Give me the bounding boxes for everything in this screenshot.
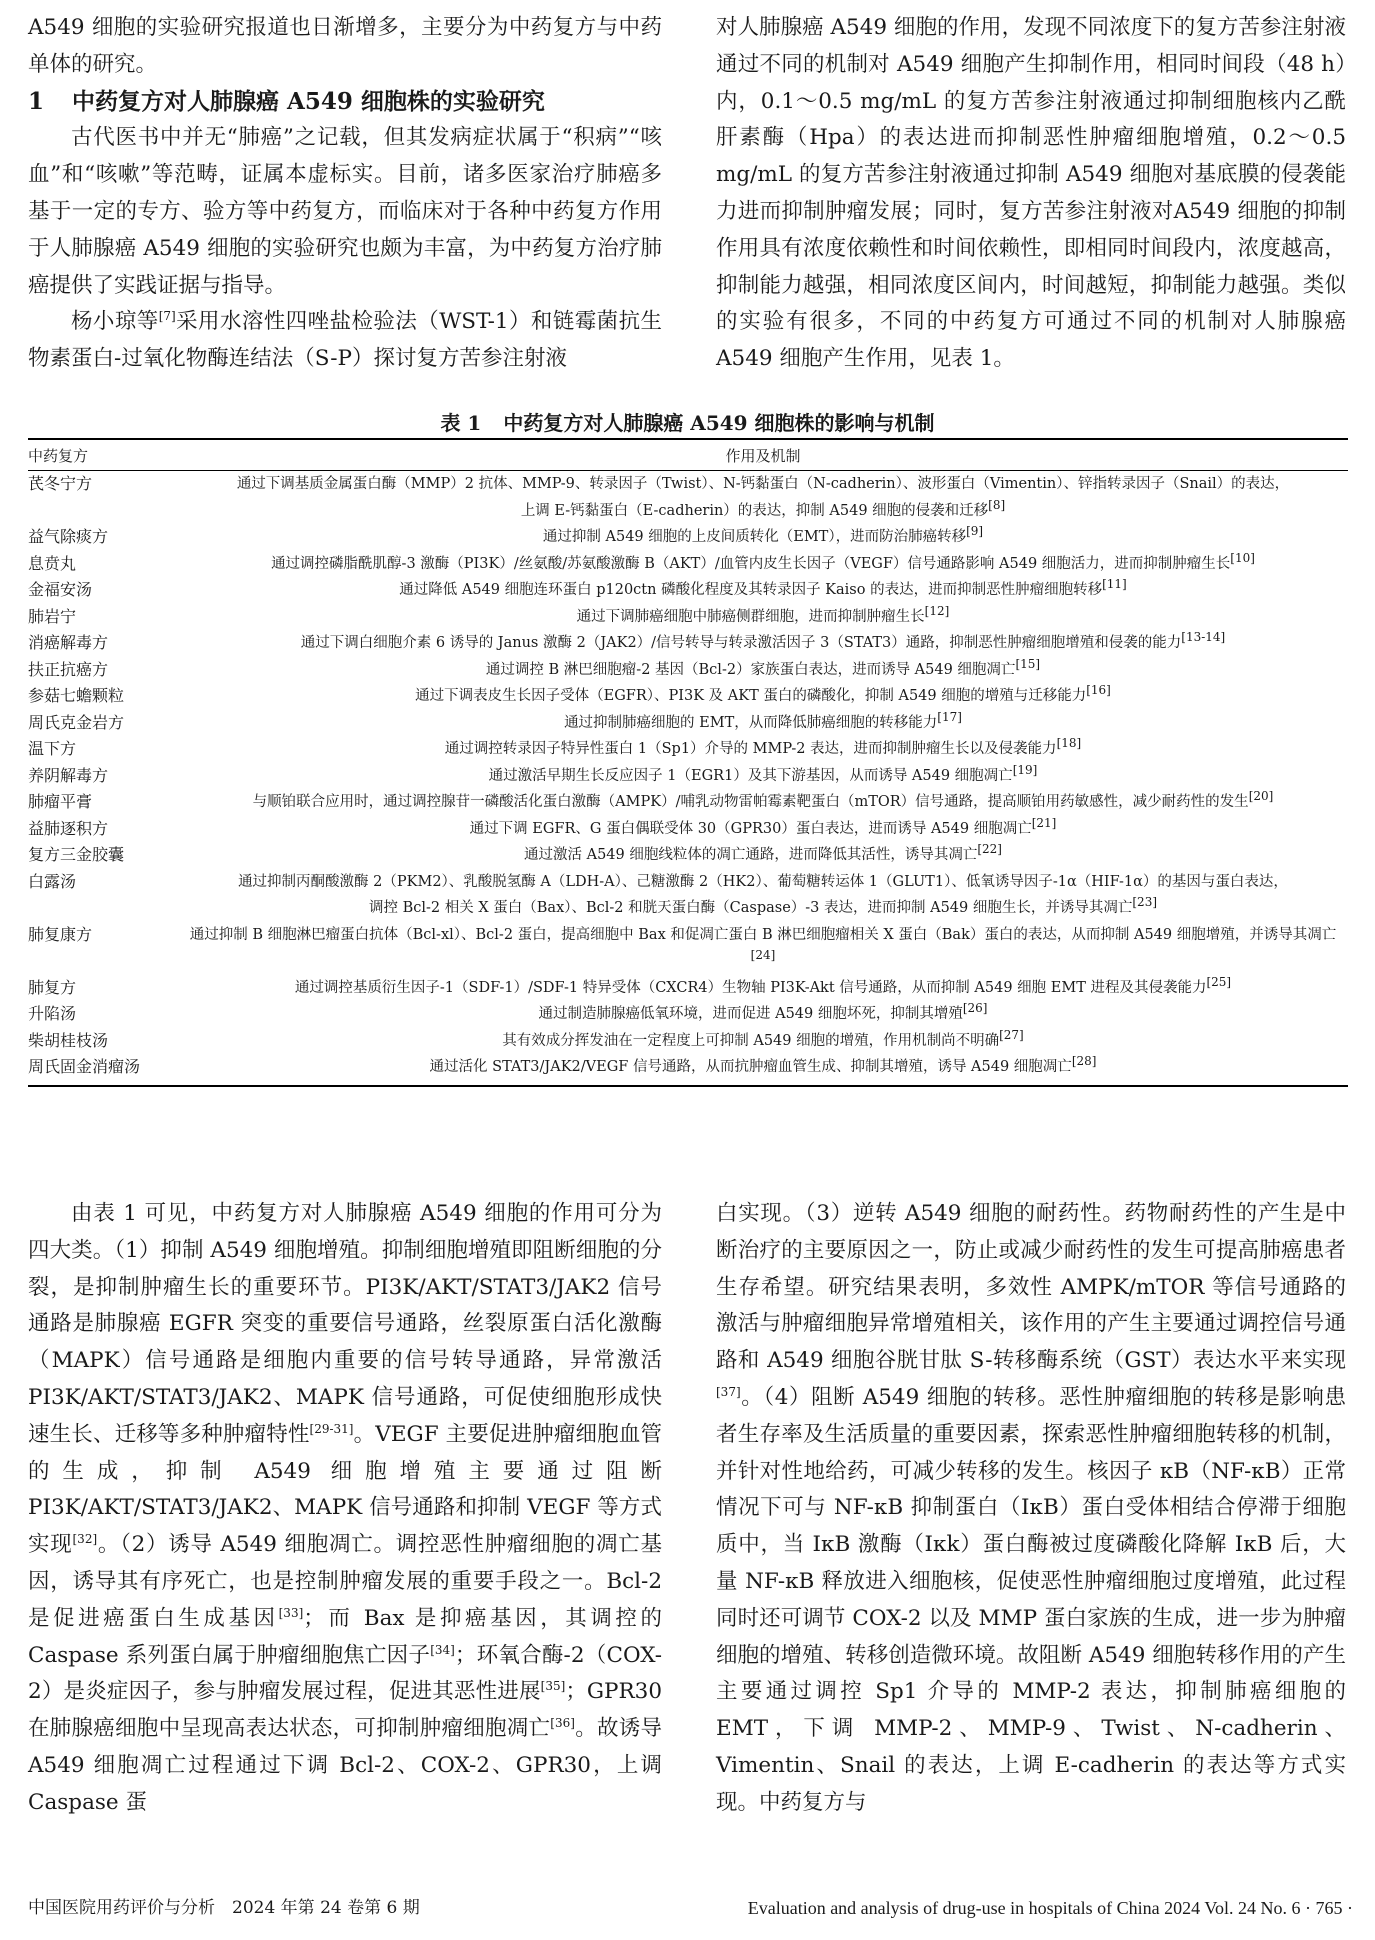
mechanism-cell xyxy=(178,1054,1348,1086)
mechanism-cell xyxy=(178,1028,1348,1055)
mechanism-cell xyxy=(178,789,1348,816)
mechanism-text: 通过抑制肺癌细胞的 EMT，从而降低肺癌细胞的转移能力 xyxy=(564,714,938,731)
citation: [20] xyxy=(1248,789,1274,804)
citation: [19] xyxy=(1012,762,1038,777)
citation: [34] xyxy=(430,1642,455,1657)
column-header-formula: 中药复方 xyxy=(28,439,178,471)
mechanism-cell xyxy=(178,577,1348,604)
citation: [33] xyxy=(278,1605,304,1620)
mechanism-cell xyxy=(178,657,1348,684)
mechanism-text: 通过下调白细胞介素 6 诱导的 Janus 激酶 2（JAK2）/信号转导与转录激活因子 3（STAT3）通路，抑制恶性肿瘤细胞增殖和侵袭的能力 xyxy=(300,635,1182,651)
section-title: 中药复方对人肺腺癌 A549 细胞株的实验研究 xyxy=(72,87,545,115)
left-column-bottom xyxy=(28,1196,662,1822)
citation: [12] xyxy=(924,603,950,618)
formula-name: 参菇七蟾颗粒 xyxy=(28,686,125,705)
citation: [7] xyxy=(158,309,176,324)
paragraph-text: 。（2）诱导 A549 细胞凋亡。调控恶性肿瘤细胞的凋亡基因，诱导其有序死亡，也是控制肿瘤发展的重要手段之一。Bcl-2 是促进癌蛋白生成基因 xyxy=(28,1532,662,1631)
table-header-row xyxy=(28,439,1348,471)
citation: [16] xyxy=(1086,683,1111,698)
formula-name: 肺瘤平膏 xyxy=(28,792,93,811)
table-row xyxy=(28,842,1348,869)
paragraph-text: 。VEGF 主要促进肿瘤细胞血管的生成，抑制 A549 细胞增殖主要通过阻断 PI3K/AKT/STAT3/JAK2、MAPK 信号通路和抑制 VEGF 等方式实现 xyxy=(28,1421,662,1558)
formula-name: 扶正抗癌方 xyxy=(28,659,109,679)
paragraph-text: 由表 1 可见，中药复方对人肺腺癌 A549 细胞的作用可分为四大类。（1）抑制 A549 细胞增殖。抑制细胞增殖即阻断细胞的分裂，是抑制肿瘤生长的重要环节。PI3K/AKT/STAT3/JAK2 信号通路是肺腺癌 EGFR 突变的重要信号通路，丝裂原蛋白活化激酶（MAPK）信号通路是细胞内重要的信号转导通路，异常激活 PI3K/AKT/STAT3/JAK2、MAPK 信号通路，可促使细胞形成快速生长、迁移等多种肿瘤特性 xyxy=(28,1201,662,1447)
mechanism-text: 通过下调表皮生长因子受体（EGFR）、PI3K 及 AKT 蛋白的磷酸化，抑制 A549 细胞的增殖与迁移能力 xyxy=(415,688,1087,704)
paragraph-text: 杨小琼等 xyxy=(71,309,159,335)
mechanism-text: 通过下调基质金属蛋白酶（MMP）2 抗体、MMP-9、转录因子（Twist）、N-钙黏蛋白（N-cadherin）、波形蛋白（Vimentin）、锌指转录因子（Snail）的表达， xyxy=(236,476,1290,492)
formula-name: 益气除痰方 xyxy=(28,527,109,546)
paragraph: A549 细胞的实验研究报道也日渐增多，主要分为中药复方与中药单体的研究。 xyxy=(28,15,662,77)
formula-name: 养阴解毒方 xyxy=(28,765,109,785)
formula-name: 柴胡桂枝汤 xyxy=(28,1030,109,1050)
mechanism-text: 通过调控转录因子特异性蛋白 1（Sp1）介导的 MMP-2 表达，进而抑制肿瘤生长以及侵袭能力 xyxy=(444,741,1057,757)
formula-name: 息贲丸 xyxy=(28,553,77,573)
citation: [15] xyxy=(1015,656,1041,671)
formula-name: 益肺逐积方 xyxy=(28,818,109,838)
mechanism-cell xyxy=(178,736,1348,763)
paragraph-text: 。故诱导 A549 细胞凋亡过程通过下调 Bcl-2、COX-2、GPR30，上调 Caspase 蛋 xyxy=(28,1716,662,1815)
mechanism-cell xyxy=(178,471,1348,525)
mechanism-text: 通过抑制 B 细胞淋巴瘤蛋白抗体（Bcl-xl）、Bcl-2 蛋白，提高细胞中 Bax 和促凋亡蛋白 B 淋巴细胞瘤相关 X 蛋白（Bak）蛋白的表达，从而抑制 A549 细胞增殖，并诱导其凋亡 xyxy=(189,926,1337,943)
formula-name: 消癌解毒方 xyxy=(28,633,109,652)
citation: [28] xyxy=(1071,1054,1097,1069)
table-1 xyxy=(28,438,1348,1087)
citation: [35] xyxy=(540,1679,566,1694)
citation: [27] xyxy=(999,1027,1024,1042)
formula-name: 周氏克金岩方 xyxy=(28,712,125,732)
mechanism-cell xyxy=(178,710,1348,737)
mechanism-text: 调控 Bcl-2 相关 X 蛋白（Bax）、Bcl-2 和胱天蛋白酶（Caspase）-3 表达，进而抑制 A549 细胞生长，并诱导其凋亡 xyxy=(368,900,1133,916)
mechanism-text: 通过调控磷脂酰肌醇-3 激酶（PI3K）/丝氨酸/苏氨酸激酶 B（AKT）/血管内皮生长因子（VEGF）信号通路影响 A549 细胞活力，进而抑制肿瘤生长 xyxy=(271,555,1231,572)
right-column-bottom xyxy=(716,1196,1346,1822)
mechanism-text: 通过激活 A549 细胞线粒体的凋亡通路，进而降低其活性，诱导其凋亡 xyxy=(523,847,978,863)
table-row xyxy=(28,630,1348,657)
table-row xyxy=(28,736,1348,763)
formula-name: 周氏固金消瘤汤 xyxy=(28,1054,178,1086)
citation: [22] xyxy=(977,842,1002,857)
formula-name: 升陷汤 xyxy=(28,1004,77,1023)
table-row xyxy=(28,1001,1348,1028)
mechanism-cell xyxy=(178,763,1348,790)
paragraph: 古代医书中并无“肺癌”之记载，但其发病症状属于“积病”“咳血”和“咳嗽”等范畴，证属本虚标实。目前，诸多医家治疗肺癌多基于一定的专方、验方等中药复方，而临床对于各种中药复方作用于人肺腺癌 A549 细胞的实验研究也颇为丰富，为中药复方治疗肺癌提供了实践证据与指导。 xyxy=(28,125,662,298)
paragraph-text: 白实现。（3）逆转 A549 细胞的耐药性。药物耐药性的产生是中断治疗的主要原因之一，防止或减少耐药性的发生可提高肺癌患者生存希望。研究结果表明，多效性 AMPK/mTOR 等信号通路的激活与肿瘤细胞异常增殖相关，该作用的产生主要通过调控信号通路和 A549 细胞谷胱甘肽 S-转移酶系统（GST）表达水平来实现 xyxy=(716,1201,1346,1374)
citation: [13-14] xyxy=(1181,630,1226,645)
citation: [10] xyxy=(1230,550,1255,565)
formula-name: 白露汤 xyxy=(28,871,77,891)
mechanism-text: 通过抑制丙酮酸激酶 2（PKM2）、乳酸脱氢酶 A（LDH-A）、己糖激酶 2（HK2）、葡萄糖转运体 1（GLUT1）、低氧诱导因子-1α（HIF-1α）的基因与蛋白表达， xyxy=(238,873,1288,890)
mechanism-cell xyxy=(178,922,1348,975)
formula-name: 肺岩宁 xyxy=(28,606,77,626)
mechanism-cell xyxy=(178,816,1348,843)
citation: [18] xyxy=(1056,736,1082,751)
citation: [21] xyxy=(1031,815,1057,830)
mechanism-cell xyxy=(178,869,1348,922)
table-row xyxy=(28,763,1348,790)
mechanism-cell xyxy=(178,683,1348,710)
table-title: 中药复方对人肺腺癌 A549 细胞株的影响与机制 xyxy=(503,411,935,435)
paragraph: 对人肺腺癌 A549 细胞的作用，发现不同浓度下的复方苦参注射液通过不同的机制对 A549 细胞产生抑制作用，相同时间段（48 h）内，0.1～0.5 mg/mL 的复方苦参注射液通过抑制细胞核内乙酰肝素酶（Hpa）的表达进而抑制恶性肿瘤细胞增殖，0.2～0.5 mg/mL 的复方苦参注射液通过抑制 A549 细胞对基底膜的侵袭能力进而抑制肿瘤发展；同时，复方苦参注射液对A549 细胞的抑制作用具有浓度依赖性和时间依赖性，即相同时间段内，浓度越高，抑制能力越强，相同浓度区间内，时间越短，抑制能力越强。类似的实验有很多，不同的中药复方可通过不同的机制对人肺腺癌 A549 细胞产生作用，见表 1。 xyxy=(716,15,1346,372)
citation: [17] xyxy=(937,709,962,724)
mechanism-text: 通过下调 EGFR、G 蛋白偶联受体 30（GPR30）蛋白表达，进而诱导 A549 细胞凋亡 xyxy=(469,820,1032,837)
section-number: 1 xyxy=(28,87,45,115)
journal-footer-en: Evaluation and analysis of drug-use in hospitals of China 2024 Vol. 24 No. 6 · 765 · xyxy=(747,1898,1353,1918)
table-row xyxy=(28,975,1348,1002)
table-row xyxy=(28,577,1348,604)
mechanism-text: 上调 E-钙黏蛋白（E-cadherin）的表达，抑制 A549 细胞的侵袭和迁移 xyxy=(520,502,989,519)
mechanism-text: 通过制造肺腺癌低氧环境，进而促进 A549 细胞坏死，抑制其增殖 xyxy=(538,1006,963,1022)
formula-name: 肺复方 xyxy=(28,977,77,997)
mechanism-text: 通过下调肺癌细胞中肺癌侧群细胞，进而抑制肿瘤生长 xyxy=(576,608,925,625)
mechanism-text: 通过降低 A549 细胞连环蛋白 p120ctn 磷酸化程度及其转录因子 Kaiso 的表达，进而抑制恶性肿瘤细胞转移 xyxy=(399,582,1103,598)
citation: [26] xyxy=(962,1001,988,1016)
citation: [37] xyxy=(716,1384,741,1399)
table-row xyxy=(28,922,1348,975)
table-row xyxy=(28,1054,1348,1086)
citation: [32] xyxy=(72,1532,98,1547)
formula-name: 芪冬宁方 xyxy=(28,474,93,493)
paragraph xyxy=(716,1196,1346,1822)
mechanism-cell xyxy=(178,1001,1348,1028)
mechanism-text: 通过调控 B 淋巴细胞瘤-2 基因（Bcl-2）家族蛋白表达，进而诱导 A549 细胞凋亡 xyxy=(485,661,1016,678)
table-row xyxy=(28,869,1348,922)
formula-name: 温下方 xyxy=(28,739,77,758)
paragraph xyxy=(28,304,662,378)
formula-name: 金福安汤 xyxy=(28,580,93,599)
mechanism-cell xyxy=(178,630,1348,657)
paragraph-text: ；GPR30 在肺腺癌细胞中呈现高表达状态，可抑制肿瘤细胞凋亡 xyxy=(28,1679,662,1742)
citation: [24] xyxy=(750,948,776,963)
mechanism-cell xyxy=(178,604,1348,631)
table-caption xyxy=(0,410,1375,436)
formula-name: 肺复康方 xyxy=(28,924,93,944)
citation: [23] xyxy=(1132,895,1158,910)
mechanism-cell xyxy=(178,975,1348,1002)
journal-footer-cn: 中国医院用药评价与分析 2024 年第 24 卷第 6 期 xyxy=(28,1898,420,1918)
table-row xyxy=(28,471,1348,525)
table-row xyxy=(28,710,1348,737)
citation: [36] xyxy=(550,1716,575,1730)
mechanism-text: 其有效成分挥发油在一定程度上可抑制 A549 细胞的增殖，作用机制尚不明确 xyxy=(502,1032,1000,1049)
mechanism-text: 通过活化 STAT3/JAK2/VEGF 信号通路，从而抗肿瘤血管生成、抑制其增殖，诱导 A549 细胞凋亡 xyxy=(429,1059,1072,1075)
table-row xyxy=(28,524,1348,551)
mechanism-cell xyxy=(178,551,1348,578)
paragraph-text: ；环氧合酶-2（COX-2）是炎症因子，参与肿瘤发展过程，促进其恶性进展 xyxy=(28,1642,663,1705)
table-row xyxy=(28,604,1348,631)
mechanism-text: 与顺铂联合应用时，通过调控腺苷一磷酸活化蛋白激酶（AMPK）/哺乳动物雷帕霉素靶蛋白（mTOR）信号通路，提高顺铂用药敏感性，减少耐药性的发生 xyxy=(252,794,1249,810)
citation: [25] xyxy=(1206,974,1232,989)
paragraph-text: 。（4）阻断 A549 细胞的转移。恶性肿瘤细胞的转移是影响患者生存率及生活质量的重要因素，探索恶性肿瘤细胞转移的机制，并针对性地给药，可减少转移的发生。核因子 κB（NF-κB）正常情况下可与 NF-κB 抑制蛋白（IκB）蛋白受体相结合停滞于细胞质中，当 IκB 激酶（Iκk）蛋白酶被过度磷酸化降解 IκB 后，大量 NF-κB 释放进入细胞核，促使恶性肿瘤细胞过度增殖，此过程同时还可调节 COX-2 以及 MMP 蛋白家族的生成，进一步为肿瘤细胞的增殖、转移创造微环境。故阻断 A549 细胞转移作用的产生主要通过调控 Sp1 介导的 MMP-2 表达，抑制肺癌细胞的 EMT，下调 MMP-2、MMP-9、Twist、N-cadherin、Vimentin、Snail 的表达，上调 E-cadherin 的表达等方式实现。中药复方与 xyxy=(716,1384,1346,1815)
table-row xyxy=(28,683,1348,710)
table-row xyxy=(28,657,1348,684)
formula-name: 复方三金胶囊 xyxy=(28,845,125,864)
citation: [11] xyxy=(1102,577,1127,592)
table-row xyxy=(28,789,1348,816)
paragraph-text: 采用水溶性四唑盐检验法（WST-1）和链霉菌抗生物素蛋白-过氧化物酶连结法（S-P）探讨复方苦参注射液 xyxy=(28,309,662,372)
left-column-top xyxy=(28,10,662,378)
mechanism-text: 通过激活早期生长反应因子 1（EGR1）及其下游基因，从而诱导 A549 细胞凋亡 xyxy=(488,767,1013,784)
mechanism-cell xyxy=(178,842,1348,869)
table-row xyxy=(28,816,1348,843)
table-row xyxy=(28,1028,1348,1055)
mechanism-cell xyxy=(178,524,1348,551)
right-column-top xyxy=(716,10,1346,378)
citation: [8] xyxy=(988,497,1006,512)
mechanism-text: 通过抑制 A549 细胞的上皮间质转化（EMT），进而防治肺癌转移 xyxy=(542,529,967,545)
citation: [29-31] xyxy=(309,1421,354,1436)
paragraph xyxy=(28,1196,662,1822)
table-number: 表 1 xyxy=(440,411,482,435)
mechanism-text: 通过调控基质衍生因子-1（SDF-1）/SDF-1 特异受体（CXCR4）生物轴 PI3K-Akt 信号通路，从而抑制 A549 细胞 EMT 进程及其侵袭能力 xyxy=(294,979,1207,996)
column-header-mechanism: 作用及机制 xyxy=(178,439,1348,471)
paragraph-text: ；而 Bax 是抑癌基因，其调控的 Caspase 系列蛋白属于肿瘤细胞焦亡因子 xyxy=(28,1605,662,1668)
citation: [9] xyxy=(966,524,984,539)
section-heading xyxy=(28,84,662,121)
table-row xyxy=(28,551,1348,578)
